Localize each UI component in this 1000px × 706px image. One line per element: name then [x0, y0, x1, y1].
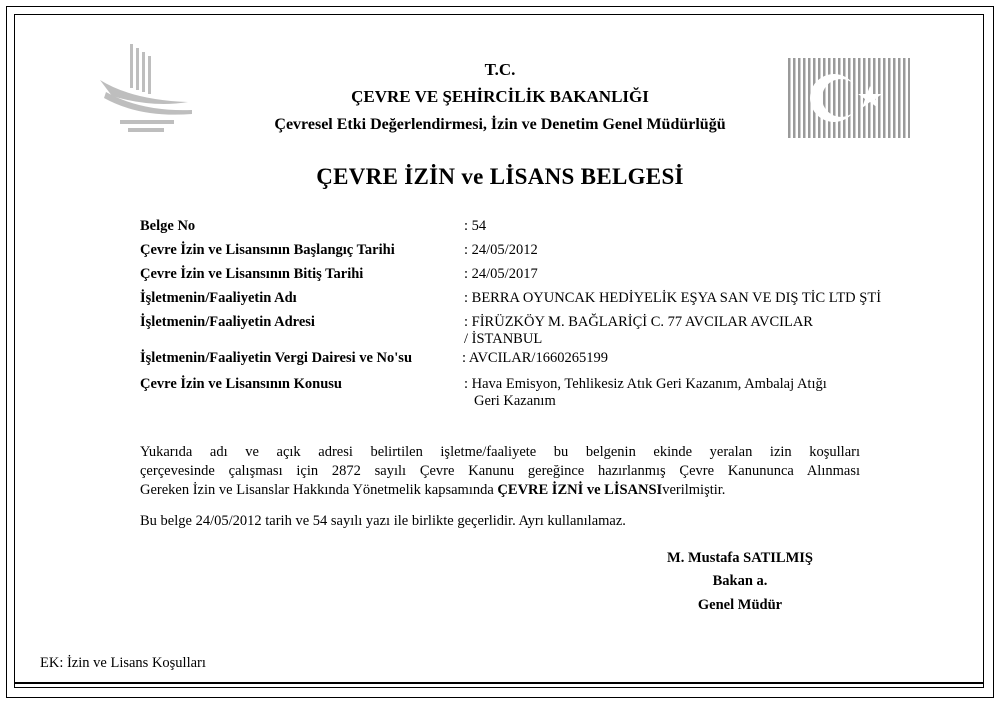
annex-note: EK: İzin ve Lisans Koşulları: [40, 655, 206, 671]
field-label: Çevre İzin ve Lisansının Konusu: [140, 376, 342, 392]
field-value: : 24/05/2012: [464, 242, 538, 258]
field-value-line2: Geri Kazanım: [474, 393, 556, 409]
field-value: : BERRA OYUNCAK HEDİYELİK EŞYA SAN VE DIŞ TİC LTD ŞTİ: [464, 290, 882, 306]
license-emphasis: ÇEVRE İZNİ ve LİSANSI: [497, 482, 663, 498]
signatory-name: M. Mustafa SATILMIŞ: [667, 550, 813, 566]
header-tc: T.C.: [484, 60, 516, 79]
field-label: İşletmenin/Faaliyetin Adı: [140, 290, 297, 306]
field-value: : 24/05/2017: [464, 266, 538, 282]
body-line: [140, 481, 860, 500]
field-label: Belge No: [140, 218, 196, 234]
field-value-line1: : FİRÜZKÖY M. BAĞLARİÇİ C. 77 AVCILAR AVCILAR: [464, 314, 813, 330]
field-value: [464, 376, 827, 410]
field-value-line1: : Hava Emisyon, Tehlikesiz Atık Geri Kazanım, Ambalaj Atığı: [464, 376, 827, 392]
field-label: İşletmenin/Faaliyetin Adresi: [140, 314, 315, 330]
signatory-title: Genel Müdür: [697, 597, 783, 613]
header-ministry: ÇEVRE VE ŞEHİRCİLİK BAKANLIĞI: [351, 87, 649, 106]
field-label: Çevre İzin ve Lisansının Bitiş Tarihi: [140, 266, 364, 282]
field-value: : 54: [464, 218, 487, 234]
validity-note: Bu belge 24/05/2012 tarih ve 54 sayılı yazı ile birlikte geçerlidir. Ayrı kullanılamaz.: [140, 513, 626, 529]
body-line: çerçevesinde çalışması için 2872 sayılı Çevre Kanunu gereğince hazırlanmış Çevre Kanununca Alınması: [140, 463, 860, 479]
field-value-line2: / İSTANBUL: [464, 331, 543, 347]
field-label: İşletmenin/Faaliyetin Vergi Dairesi ve No'su: [140, 350, 413, 366]
header-department: Çevresel Etki Değerlendirmesi, İzin ve Denetim Genel Müdürlüğü: [274, 116, 726, 133]
body-line: Yukarıda adı ve açık adresi belirtilen işletme/faaliyete bu belgenin ekinde yeralan izin koşulları: [140, 444, 860, 460]
field-value: [464, 314, 813, 348]
bottom-rule: [14, 682, 984, 684]
field-label: Çevre İzin ve Lisansının Başlangıç Tarihi: [140, 242, 395, 258]
field-value: : AVCILAR/1660265199: [462, 350, 608, 366]
body-paragraph: [140, 443, 860, 500]
signatory-on-behalf: Bakan a.: [712, 573, 768, 589]
body-text: Gereken İzin ve Lisanslar Hakkında Yönetmelik kapsamında: [140, 482, 498, 498]
document-title: ÇEVRE İZİN ve LİSANS BELGESİ: [316, 164, 684, 189]
body-text: verilmiştir.: [662, 482, 726, 498]
